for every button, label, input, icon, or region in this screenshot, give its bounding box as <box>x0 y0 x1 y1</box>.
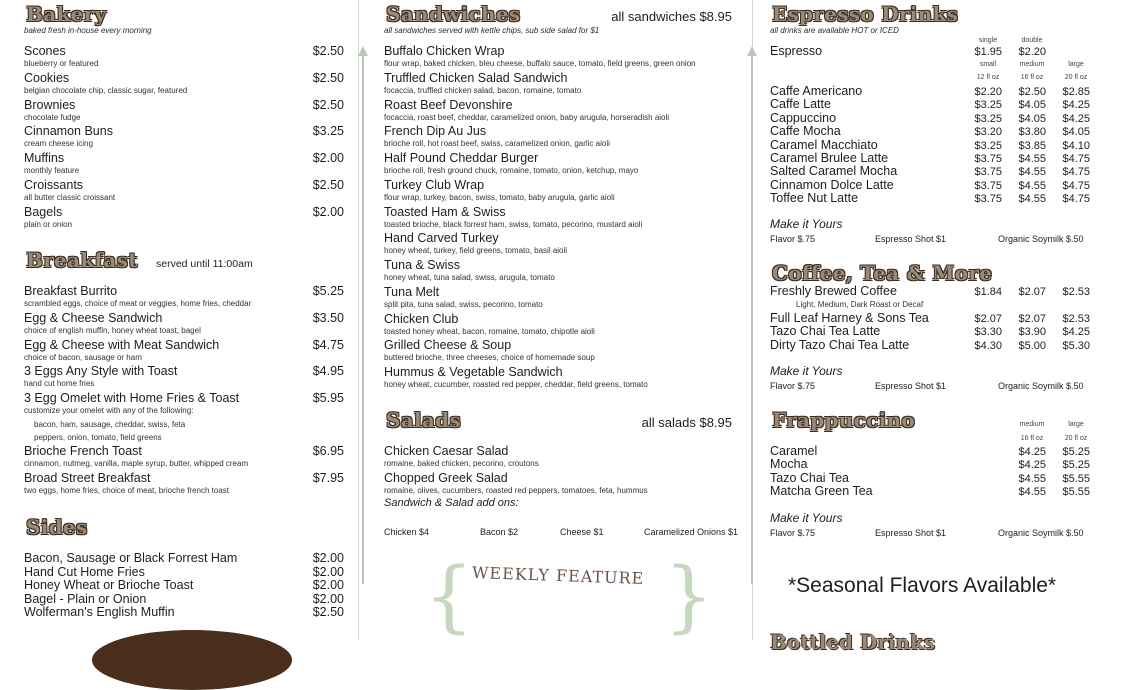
addon-onions: Caramelized Onions $1 <box>644 527 739 537</box>
sandwich-item-name: Roast Beef Devonshire <box>384 97 513 112</box>
espresso-item-name: Toffee Nut Latte <box>770 191 859 206</box>
bakery-item-name: Muffins <box>24 151 65 166</box>
soymilk-addon-1: Organic Soymilk $.50 <box>998 234 1084 244</box>
frappuccino-item-large-price: $5.55 <box>1062 472 1090 485</box>
salad-item-name: Chopped Greek Salad <box>384 470 508 485</box>
espresso-item-name: Cinnamon Dolce Latte <box>770 177 894 192</box>
omelet-options-1: bacon, ham, sausage, cheddar, swiss, feta <box>34 420 186 429</box>
espresso-item-large-price: $4.75 <box>1062 153 1090 165</box>
breakfast-item-price: $6.95 <box>312 444 344 458</box>
coffee-title: Coffee, Tea & More <box>772 261 993 285</box>
coffee-item-name: Dirty Tazo Chai Tea Latte <box>770 337 910 352</box>
bakery-item-desc: chocolate fudge <box>24 112 81 122</box>
column-bakery-breakfast-sides <box>24 0 344 640</box>
espresso-item-large-price: $4.25 <box>1062 112 1090 125</box>
espresso-note: all drinks are available HOT or ICED <box>770 26 899 35</box>
bakery-item-name: Cinnamon Buns <box>24 124 113 139</box>
coffee-item-medium-price: $2.07 <box>1018 313 1046 325</box>
double-label: double <box>1021 37 1043 44</box>
bottled-drinks-title-partial: Bottled Drinks <box>770 630 936 654</box>
sandwich-item-desc: flour wrap, turkey, bacon, swiss, tomato, baby arugula, garlic aioli <box>384 192 615 202</box>
bakery-item-name: Brownies <box>24 97 76 112</box>
soymilk-addon-2: Organic Soymilk $.50 <box>998 381 1084 391</box>
bakery-item-name: Scones <box>24 44 66 58</box>
breakfast-item-name: Egg & Cheese with Meat Sandwich <box>24 338 220 352</box>
make-it-yours-1: Make it Yours <box>770 217 843 231</box>
espresso-item-small-price: $3.75 <box>974 193 1002 206</box>
espresso-item-medium-price: $4.55 <box>1018 153 1046 165</box>
espresso-item-small-price: $3.20 <box>974 126 1002 139</box>
salad-item-name: Chicken Caesar Salad <box>384 444 509 458</box>
brewed-coffee-p3: $2.53 <box>1062 286 1090 298</box>
frappuccino-item-large-price: $5.55 <box>1062 486 1090 499</box>
breakfast-item-name: Egg & Cheese Sandwich <box>24 311 163 325</box>
breakfast-item-name: 3 Egg Omelet with Home Fries & Toast <box>24 391 240 405</box>
sandwich-item-desc: toasted honey wheat, bacon, romaine, tomato, chipotle aioli <box>384 326 595 336</box>
espresso-item-medium-price: $2.50 <box>1018 86 1046 98</box>
espresso-item-small-price: $3.25 <box>974 112 1002 125</box>
bakery-item-name: Bagels <box>24 204 63 219</box>
sandwich-item-desc: split pita, tuna salad, swiss, pecorino, tomato <box>384 299 543 309</box>
frappuccino-item-medium-price: $4.55 <box>1018 472 1046 485</box>
breakfast-item-desc: choice of bacon, sausage or ham <box>24 353 142 362</box>
frappuccino-item-name: Caramel <box>770 444 818 458</box>
flavor-addon-3: Flavor $.75 <box>770 528 816 538</box>
size-small: small <box>979 61 997 68</box>
coffee-item-medium-price: $5.00 <box>1018 339 1046 352</box>
coffee-item-small-price: $4.30 <box>974 339 1002 352</box>
espresso-item-medium-price: $4.55 <box>1018 166 1046 179</box>
size-medium: medium <box>1019 61 1045 68</box>
salads-title: Salads <box>386 408 462 432</box>
breakfast-item-price: $4.75 <box>312 338 344 352</box>
coffee-item-small-price: $2.07 <box>974 313 1002 325</box>
oz-medium: 16 fl oz <box>1020 74 1044 81</box>
sandwich-item-name: French Dip Au Jus <box>384 124 487 139</box>
espresso-item-name: Cappuccino <box>770 110 837 125</box>
sandwich-item-name: Hummus & Vegetable Sandwich <box>384 365 563 379</box>
flavor-addon-2: Flavor $.75 <box>770 381 816 391</box>
espresso-item-name: Caramel Macchiato <box>770 137 878 152</box>
espresso-item-name: Salted Caramel Mocha <box>770 164 898 179</box>
frappuccino-item-medium-price: $4.55 <box>1018 486 1046 499</box>
sandwich-item-desc: honey wheat, turkey, field greens, tomato, basil aioli <box>384 246 568 256</box>
sandwich-item-name: Chicken Club <box>384 311 459 326</box>
sandwich-item-desc: focaccia, roast beef, cheddar, caramelized onion, baby arugula, horseradish aioli <box>384 112 670 122</box>
espresso-item-medium-price: $4.05 <box>1018 99 1046 112</box>
espresso-title: Espresso Drinks <box>772 2 959 26</box>
espresso-item-large-price: $4.75 <box>1062 193 1090 206</box>
sandwich-item-desc: flour wrap, baked chicken, bleu cheese, buffalo sauce, tomato, field greens, green onion <box>384 59 696 68</box>
breakfast-item-name: Breakfast Burrito <box>24 284 118 298</box>
sandwiches-title: Sandwiches <box>386 2 521 26</box>
espresso-item-small-price: $3.25 <box>974 99 1002 112</box>
breakfast-note: served until 11:00am <box>156 258 253 270</box>
salad-item-desc: romaine, baked chicken, pecorino, croutons <box>384 459 539 468</box>
bakery-item-name: Cookies <box>24 70 70 85</box>
espresso-item-medium-price: $3.85 <box>1018 139 1046 152</box>
bakery-item-desc: plain or onion <box>24 219 73 229</box>
soymilk-addon-3: Organic Soymilk $.50 <box>998 528 1084 538</box>
espresso-item-medium-price: $4.55 <box>1018 193 1046 206</box>
espresso-item-small-price: $3.25 <box>974 139 1002 152</box>
omelet-options-2: peppers, onion, tomato, field greens <box>34 433 162 442</box>
sandwich-item-name: Half Pound Cheddar Burger <box>384 151 539 165</box>
sandwich-item-name: Grilled Cheese & Soup <box>384 338 512 353</box>
sandwich-item-name: Tuna & Swiss <box>384 258 460 272</box>
breakfast-item-desc: choice of english muffin, honey wheat toast, bagel <box>24 326 201 335</box>
espresso-item-medium-price: $4.55 <box>1018 179 1046 192</box>
bakery-item-desc: cream cheese icing <box>24 139 93 149</box>
coffee-item-medium-price: $3.90 <box>1018 326 1046 339</box>
coffee-item-name: Full Leaf Harney & Sons Tea <box>770 311 929 325</box>
sandwich-item-desc: honey wheat, cucumber, roasted red pepper, cheddar, field greens, tomato <box>384 380 648 389</box>
brewed-coffee-p2: $2.07 <box>1018 286 1046 298</box>
divider-arrow-left <box>358 46 368 586</box>
frappuccino-item-large-price: $5.25 <box>1062 459 1090 472</box>
espresso-item-name: Caffe Latte <box>770 97 831 112</box>
breakfast-item-name: Brioche French Toast <box>24 444 142 458</box>
bakery-item-price: $2.50 <box>312 97 344 112</box>
breakfast-item-price: $5.25 <box>312 284 344 298</box>
espresso-item-name: Caramel Brulee Latte <box>770 151 889 165</box>
make-it-yours-2: Make it Yours <box>770 364 843 378</box>
sandwich-item-desc: focaccia, truffled chicken salad, bacon, romaine, tomato <box>384 85 582 95</box>
side-item-name: Hand Cut Home Fries <box>24 564 145 579</box>
salad-item-desc: romaine, olives, cucumbers, roasted red peppers, tomatoes, feta, hummus <box>384 485 648 495</box>
breakfast-item-price: $7.95 <box>312 471 344 485</box>
sandwich-item-desc: buttered brioche, three cheeses, choice of homemade soup <box>384 353 595 363</box>
bakery-item-name: Croissants <box>24 178 84 192</box>
espresso-name: Espresso <box>770 44 823 58</box>
side-item-name: Bagel - Plain or Onion <box>24 591 147 606</box>
bakery-item-desc: blueberry or featured <box>24 59 99 68</box>
breakfast-item-price: $5.95 <box>312 391 344 405</box>
sandwich-item-name: Truffled Chicken Salad Sandwich <box>384 70 568 85</box>
brewed-coffee-name: Freshly Brewed Coffee <box>770 284 897 298</box>
sandwiches-price-note: all sandwiches $8.95 <box>611 9 732 24</box>
espresso-item-small-price: $3.75 <box>974 166 1002 179</box>
bottom-decor-arc <box>92 630 292 690</box>
brewed-coffee-p1: $1.84 <box>974 286 1002 298</box>
addon-bacon: Bacon $2 <box>480 527 519 537</box>
frappuccino-item-medium-price: $4.25 <box>1018 446 1046 458</box>
column-drinks <box>770 0 1092 640</box>
weekly-left-brace-icon: { <box>424 552 474 642</box>
shot-addon-1: Espresso Shot $1 <box>875 234 947 244</box>
coffee-item-large-price: $2.53 <box>1062 313 1090 325</box>
make-it-yours-3: Make it Yours <box>770 511 843 525</box>
bakery-item-desc: monthly feature <box>24 166 80 176</box>
side-item-name: Wolferman's English Muffin <box>24 605 175 619</box>
sandwich-item-name: Tuna Melt <box>384 284 440 299</box>
frap-size-large: large <box>1068 421 1084 428</box>
espresso-item-small-price: $2.20 <box>974 86 1002 98</box>
bakery-item-price: $2.50 <box>312 70 344 85</box>
espresso-item-name: Caffe Americano <box>770 84 863 98</box>
bakery-item-price: $2.50 <box>312 178 344 192</box>
seasonal-flavors-banner: *Seasonal Flavors Available* <box>788 574 1057 597</box>
bakery-note: baked fresh in-house every morning <box>24 26 152 35</box>
addons-title: Sandwich & Salad add ons: <box>384 497 519 509</box>
sandwich-item-name: Hand Carved Turkey <box>384 231 499 246</box>
espresso-item-large-price: $4.25 <box>1062 99 1090 112</box>
column-sandwiches-salads <box>384 0 739 640</box>
breakfast-item-price: $4.95 <box>312 364 344 378</box>
bakery-item-price: $2.00 <box>312 151 344 166</box>
frappuccino-item-name: Tazo Chai Tea <box>770 470 849 485</box>
frappuccino-item-large-price: $5.25 <box>1062 446 1090 458</box>
frappuccino-title: Frappuccino <box>772 408 915 432</box>
addon-cheese: Cheese $1 <box>560 527 604 537</box>
oz-large: 20 fl oz <box>1064 74 1088 81</box>
sandwiches-note: all sandwiches served with kettle chips, sub side salad for $1 <box>384 26 600 35</box>
espresso-item-large-price: $4.05 <box>1062 126 1090 139</box>
sandwich-item-desc: brioche roll, fresh ground chuck, romaine, tomato, onion, ketchup, mayo <box>384 166 639 175</box>
breakfast-title: Breakfast <box>26 248 138 272</box>
bakery-item-price: $2.50 <box>312 44 344 58</box>
shot-addon-2: Espresso Shot $1 <box>875 381 947 391</box>
sandwich-item-name: Turkey Club Wrap <box>384 177 485 192</box>
espresso-item-medium-price: $4.05 <box>1018 112 1046 125</box>
espresso-item-small-price: $3.75 <box>974 153 1002 165</box>
sandwich-item-desc: toasted brioche, black forrest ham, swiss, tomato, pecorino, mustard aioli <box>384 219 643 229</box>
espresso-item-small-price: $3.75 <box>974 179 1002 192</box>
size-large: large <box>1068 61 1084 68</box>
flavor-addon-1: Flavor $.75 <box>770 234 816 244</box>
side-item-price: $2.00 <box>312 578 344 592</box>
bakery-item-price: $2.00 <box>312 204 344 219</box>
bakery-item-desc: belgian chocolate chip, classic sugar, featured <box>24 85 188 95</box>
salads-price-note: all salads $8.95 <box>641 415 732 430</box>
breakfast-item-desc: customize your omelet with any of the following: <box>24 406 194 415</box>
coffee-item-small-price: $3.30 <box>974 326 1002 339</box>
breakfast-item-desc: hand cut home fries <box>24 379 95 388</box>
sandwich-item-name: Buffalo Chicken Wrap <box>384 44 505 58</box>
side-item-name: Bacon, Sausage or Black Forrest Ham <box>24 551 238 565</box>
side-item-price: $2.50 <box>312 605 344 619</box>
frappuccino-item-name: Matcha Green Tea <box>770 484 873 499</box>
bakery-title: Bakery <box>26 2 107 26</box>
bakery-item-desc: all butter classic croissant <box>24 193 116 202</box>
frappuccino-item-name: Mocha <box>770 457 808 472</box>
divider-arrow-right <box>747 46 757 586</box>
espresso-double-price: $2.20 <box>1018 46 1046 58</box>
weekly-right-brace-icon: } <box>664 552 714 642</box>
frappuccino-item-medium-price: $4.25 <box>1018 459 1046 472</box>
breakfast-item-name: 3 Eggs Any Style with Toast <box>24 364 178 378</box>
espresso-item-large-price: $4.75 <box>1062 166 1090 179</box>
breakfast-item-price: $3.50 <box>312 311 344 325</box>
coffee-item-large-price: $4.25 <box>1062 326 1090 339</box>
espresso-item-name: Caffe Mocha <box>770 124 841 139</box>
breakfast-item-name: Broad Street Breakfast <box>24 471 151 485</box>
side-item-price: $2.00 <box>312 564 344 579</box>
brewed-coffee-note: Light, Medium, Dark Roast or Decaf <box>796 300 924 309</box>
espresso-item-large-price: $2.85 <box>1062 86 1090 98</box>
side-item-name: Honey Wheat or Brioche Toast <box>24 578 194 592</box>
side-item-price: $2.00 <box>312 591 344 606</box>
sandwich-item-name: Toasted Ham & Swiss <box>384 204 506 219</box>
coffee-item-name: Tazo Chai Tea Latte <box>770 324 881 339</box>
frap-oz-large: 20 fl oz <box>1064 435 1088 442</box>
breakfast-item-desc: cinnamon, nutmeg, vanilla, maple syrup, butter, whipped cream <box>24 459 249 468</box>
frap-size-medium: medium <box>1019 421 1045 428</box>
espresso-single-price: $1.95 <box>974 46 1002 58</box>
sides-title: Sides <box>26 515 88 539</box>
sandwich-item-desc: honey wheat, tuna salad, swiss, arugula, tomato <box>384 273 555 282</box>
bakery-item-price: $3.25 <box>312 124 344 139</box>
sandwich-item-desc: brioche roll, hot roast beef, swiss, caramelized onion, garlic aioli <box>384 139 610 149</box>
espresso-item-medium-price: $3.80 <box>1018 126 1046 139</box>
oz-small: 12 fl oz <box>976 74 1000 81</box>
shot-addon-3: Espresso Shot $1 <box>875 528 947 538</box>
side-item-price: $2.00 <box>312 551 344 565</box>
coffee-item-large-price: $5.30 <box>1062 339 1090 352</box>
espresso-item-large-price: $4.75 <box>1062 179 1090 192</box>
addon-chicken: Chicken $4 <box>384 527 430 537</box>
breakfast-item-desc: two eggs, home fries, choice of meat, brioche french toast <box>24 486 229 495</box>
single-label: single <box>978 37 998 44</box>
breakfast-item-desc: scrambled eggs, choice of meat or veggies, home fries, cheddar <box>24 299 252 308</box>
weekly-feature-heading: WEEKLY FEATURE <box>471 562 645 589</box>
frap-oz-medium: 16 fl oz <box>1020 435 1044 442</box>
espresso-item-large-price: $4.10 <box>1062 139 1090 152</box>
